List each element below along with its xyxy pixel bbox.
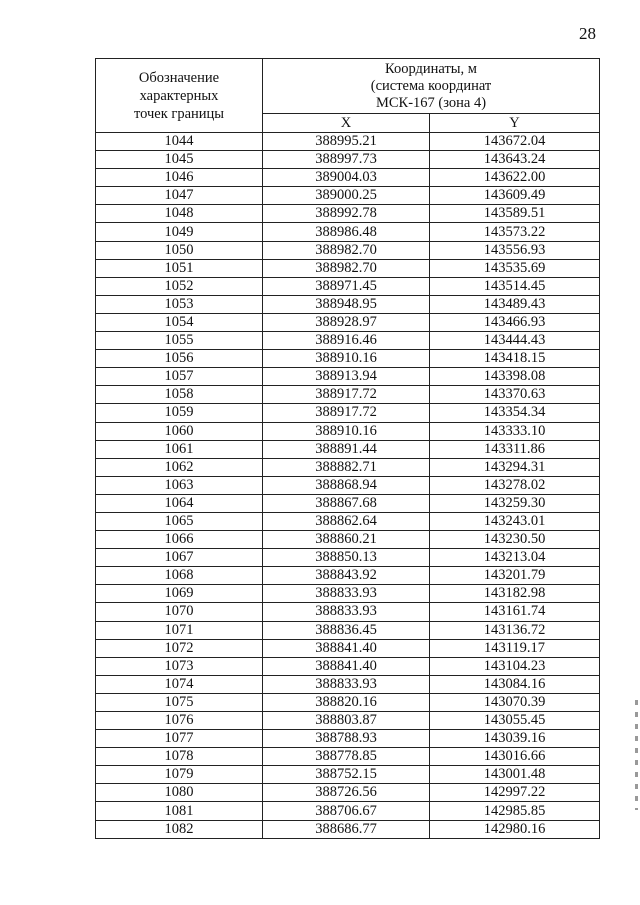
point-cell: 1056 [96,350,263,368]
y-coordinate-cell: 143643.24 [430,151,600,169]
x-coordinate-cell: 388860.21 [263,531,430,549]
x-coordinate-cell: 388891.44 [263,440,430,458]
table-row [96,693,600,711]
table-row [96,766,600,784]
table-row [96,458,600,476]
y-coordinate-cell: 143182.98 [430,585,600,603]
y-coordinate-cell: 143104.23 [430,657,600,675]
y-coordinate-cell: 143333.10 [430,422,600,440]
table-row [96,494,600,512]
point-cell: 1046 [96,169,263,187]
table-row [96,241,600,259]
x-coordinate-cell: 388752.15 [263,766,430,784]
x-coordinate-cell: 388982.70 [263,259,430,277]
point-cell: 1078 [96,748,263,766]
table-body [96,133,600,839]
point-cell: 1075 [96,693,263,711]
y-coordinate-cell: 143672.04 [430,133,600,151]
x-coordinate-cell: 388833.93 [263,585,430,603]
x-coordinate-cell: 388916.46 [263,332,430,350]
table-row [96,386,600,404]
table-row [96,531,600,549]
x-coordinate-cell: 388910.16 [263,422,430,440]
y-coordinate-cell: 142985.85 [430,802,600,820]
point-header-line-3: точек границы [133,105,225,122]
point-cell: 1061 [96,440,263,458]
x-coordinate-cell: 388788.93 [263,730,430,748]
point-cell: 1068 [96,567,263,585]
point-cell: 1065 [96,512,263,530]
table-row [96,169,600,187]
table-row [96,512,600,530]
point-cell: 1076 [96,712,263,730]
y-coordinate-cell: 143230.50 [430,531,600,549]
x-coordinate-cell: 389000.25 [263,187,430,205]
table-row [96,802,600,820]
x-coordinate-cell: 388917.72 [263,386,430,404]
y-coordinate-cell: 143001.48 [430,766,600,784]
point-cell: 1044 [96,133,263,151]
y-coordinate-cell: 142980.16 [430,820,600,838]
x-coordinate-cell: 388778.85 [263,748,430,766]
table-row [96,223,600,241]
y-coordinate-cell: 143622.00 [430,169,600,187]
table-row [96,422,600,440]
y-coordinate-cell: 143354.34 [430,404,600,422]
point-cell: 1049 [96,223,263,241]
x-coordinate-cell: 388971.45 [263,277,430,295]
y-coordinate-cell: 143084.16 [430,675,600,693]
point-cell: 1066 [96,531,263,549]
point-cell: 1062 [96,458,263,476]
point-designation-header [96,59,263,133]
point-cell: 1070 [96,603,263,621]
point-cell: 1060 [96,422,263,440]
x-coordinate-cell: 388706.67 [263,802,430,820]
x-coordinate-cell: 389004.03 [263,169,430,187]
table-row [96,259,600,277]
y-coordinate-cell: 143161.74 [430,603,600,621]
point-cell: 1045 [96,151,263,169]
table-row [96,313,600,331]
x-coordinate-cell: 388862.64 [263,512,430,530]
point-header-line-1: Обозначение [138,69,220,86]
coords-header-line-2: (система координат [370,77,492,94]
y-coordinate-cell: 142997.22 [430,784,600,802]
point-cell: 1067 [96,549,263,567]
x-coordinate-cell: 388803.87 [263,712,430,730]
table-row [96,404,600,422]
table-row [96,730,600,748]
y-coordinate-cell: 143201.79 [430,567,600,585]
x-coordinate-cell: 388997.73 [263,151,430,169]
x-coordinate-cell: 388833.93 [263,603,430,621]
y-coordinate-cell: 143294.31 [430,458,600,476]
y-coordinate-cell: 143535.69 [430,259,600,277]
table-row [96,639,600,657]
table-row [96,350,600,368]
x-coordinate-cell: 388867.68 [263,494,430,512]
point-cell: 1050 [96,241,263,259]
y-coordinate-cell: 143489.43 [430,295,600,313]
table-row [96,549,600,567]
x-coordinate-cell: 388882.71 [263,458,430,476]
point-cell: 1053 [96,295,263,313]
table-row [96,712,600,730]
table-row [96,332,600,350]
point-cell: 1047 [96,187,263,205]
x-coordinate-cell: 388910.16 [263,350,430,368]
point-cell: 1051 [96,259,263,277]
point-cell: 1069 [96,585,263,603]
x-column-header: X [263,114,430,133]
point-cell: 1072 [96,639,263,657]
x-coordinate-cell: 388948.95 [263,295,430,313]
y-coordinate-cell: 143243.01 [430,512,600,530]
table-row [96,151,600,169]
y-coordinate-cell: 143589.51 [430,205,600,223]
x-coordinate-cell: 388726.56 [263,784,430,802]
table-row [96,567,600,585]
point-cell: 1048 [96,205,263,223]
x-coordinate-cell: 388928.97 [263,313,430,331]
x-coordinate-cell: 388841.40 [263,639,430,657]
x-coordinate-cell: 388833.93 [263,675,430,693]
x-coordinate-cell: 388850.13 [263,549,430,567]
x-coordinate-cell: 388913.94 [263,368,430,386]
point-cell: 1073 [96,657,263,675]
y-coordinate-cell: 143370.63 [430,386,600,404]
coordinates-table [95,58,600,839]
table-row [96,440,600,458]
point-cell: 1057 [96,368,263,386]
x-coordinate-cell: 388982.70 [263,241,430,259]
y-coordinate-cell: 143609.49 [430,187,600,205]
table-row [96,675,600,693]
table-row [96,277,600,295]
point-cell: 1080 [96,784,263,802]
y-coordinate-cell: 143055.45 [430,712,600,730]
table-row [96,368,600,386]
y-coordinate-cell: 143119.17 [430,639,600,657]
point-cell: 1082 [96,820,263,838]
y-coordinate-cell: 143556.93 [430,241,600,259]
point-cell: 1064 [96,494,263,512]
x-coordinate-cell: 388986.48 [263,223,430,241]
y-coordinate-cell: 143418.15 [430,350,600,368]
point-cell: 1054 [96,313,263,331]
coords-header-line-3: МСК-167 (зона 4) [375,94,487,111]
table-row [96,187,600,205]
x-coordinate-cell: 388992.78 [263,205,430,223]
table-row [96,295,600,313]
table-row [96,748,600,766]
point-cell: 1063 [96,476,263,494]
point-cell: 1077 [96,730,263,748]
x-coordinate-cell: 388995.21 [263,133,430,151]
x-coordinate-cell: 388820.16 [263,693,430,711]
point-cell: 1071 [96,621,263,639]
table-row [96,820,600,838]
table-row [96,603,600,621]
y-column-header: Y [430,114,600,133]
y-coordinate-cell: 143016.66 [430,748,600,766]
point-cell: 1081 [96,802,263,820]
page-number: 28 [579,24,596,43]
point-cell: 1058 [96,386,263,404]
point-cell: 1059 [96,404,263,422]
x-coordinate-cell: 388843.92 [263,567,430,585]
table-row [96,585,600,603]
coordinates-header [263,59,600,114]
x-coordinate-cell: 388686.77 [263,820,430,838]
table-row [96,657,600,675]
point-cell: 1079 [96,766,263,784]
y-coordinate-cell: 143070.39 [430,693,600,711]
scan-edge-marks [635,700,638,810]
y-coordinate-cell: 143259.30 [430,494,600,512]
y-coordinate-cell: 143444.43 [430,332,600,350]
table-row [96,784,600,802]
point-cell: 1052 [96,277,263,295]
table-header [96,59,600,133]
point-cell: 1055 [96,332,263,350]
table-row [96,133,600,151]
point-cell: 1074 [96,675,263,693]
table-row [96,476,600,494]
y-coordinate-cell: 143466.93 [430,313,600,331]
point-header-line-2: характерных [139,87,219,104]
y-coordinate-cell: 143514.45 [430,277,600,295]
x-coordinate-cell: 388917.72 [263,404,430,422]
table-row [96,621,600,639]
y-coordinate-cell: 143136.72 [430,621,600,639]
x-coordinate-cell: 388868.94 [263,476,430,494]
x-coordinate-cell: 388836.45 [263,621,430,639]
y-coordinate-cell: 143398.08 [430,368,600,386]
y-coordinate-cell: 143039.16 [430,730,600,748]
y-coordinate-cell: 143278.02 [430,476,600,494]
x-coordinate-cell: 388841.40 [263,657,430,675]
y-coordinate-cell: 143573.22 [430,223,600,241]
y-coordinate-cell: 143311.86 [430,440,600,458]
coords-header-line-1: Координаты, м [385,60,477,77]
table-row [96,205,600,223]
y-coordinate-cell: 143213.04 [430,549,600,567]
